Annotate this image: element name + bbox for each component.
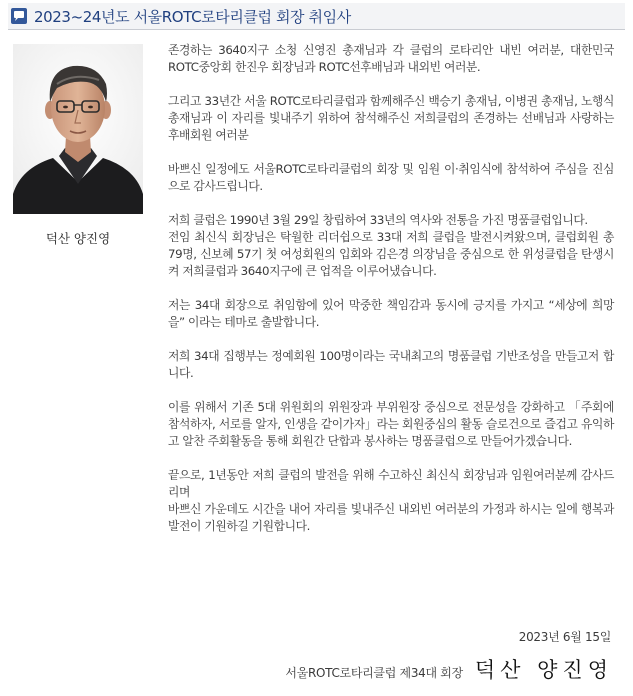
paragraph: 저희 클럽은 1990년 3월 29일 창립하여 33년의 역사와 전통을 가진 명품클럽입니다. 전임 최신식 회장님은 탁월한 리더쉽으로 33대 저희 클럽을 발전시켜왔으며, 클럽회원 총 79명, 신보혜 57기 첫 여성회원의 입회와 김은경 의장님을 중심으로 한 위성클럽을 탄생시켜 저희클럽과 3640지구에 큰 업적을 이루어냈습니다. — [168, 213, 614, 278]
title-bar — [8, 3, 625, 30]
signature-block — [285, 654, 613, 684]
signer-role: 서울ROTC로타리클럽 제34대 회장 — [285, 666, 463, 680]
paragraph: 저희 34대 집행부는 정예회원 100명이라는 국내최고의 명품클럽 기반조성을 만들고저 합니다. — [168, 349, 614, 380]
page-title: 2023~24년도 서울ROTC로타리클럽 회장 취임사 — [34, 7, 351, 26]
portrait-photo — [13, 44, 143, 214]
speech-bubble-icon — [11, 8, 27, 24]
signature-name: 덕산 양진영 — [474, 658, 613, 682]
paragraph: 끝으로, 1년동안 저희 클럽의 발전을 위해 수고하신 최신식 회장님과 임원여러분께 감사드리며 바쁘신 가운데도 시간을 내어 자리를 빛내주신 내외빈 여러분의 가정과 하시는 일에 행복과 발전이 기원하길 기원합니다. — [168, 468, 614, 533]
speech-date: 2023년 6월 15일 — [518, 630, 611, 644]
paragraph: 존경하는 3640지구 소청 신영진 총재님과 각 클럽의 로타리안 내빈 여러분, 대한민국 ROTC중앙회 한진우 회장님과 ROTC선후배님과 내외빈 여러분. — [168, 43, 614, 74]
paragraph: 바쁘신 일정에도 서울ROTC로타리클럽의 회장 및 임원 이·취임식에 참석하여 주심을 진심으로 감사드립니다. — [168, 162, 614, 193]
photo-caption: 덕산 양진영 — [45, 231, 111, 246]
paragraph: 이를 위해서 기존 5대 위원회의 위원장과 부위원장 중심으로 전문성을 강화하고 「주회에 참석하자, 서로를 알자, 인생을 같이가자」라는 회원중심의 활동 슬로건으로 즐겁고 유익하고 알찬 주회활동을 통해 회원간 단합과 봉사하는 명품클럽으로 만들어가겠습니다. — [168, 400, 614, 448]
paragraph: 저는 34대 회장으로 취임함에 있어 막중한 책임감과 동시에 긍지를 가지고 “세상에 희망을” 이라는 테마로 출발합니다. — [168, 298, 614, 329]
paragraph: 그리고 33년간 서울 ROTC로타리클럽과 함께해주신 백승기 총재님, 이병권 총재님, 노행식 총재님과 이 자리를 빛내주기 위하여 참석해주신 저희클럽의 존경하는 선배님과 사랑하는 후배회원 여러분 — [168, 94, 614, 142]
speech-body — [168, 42, 614, 535]
